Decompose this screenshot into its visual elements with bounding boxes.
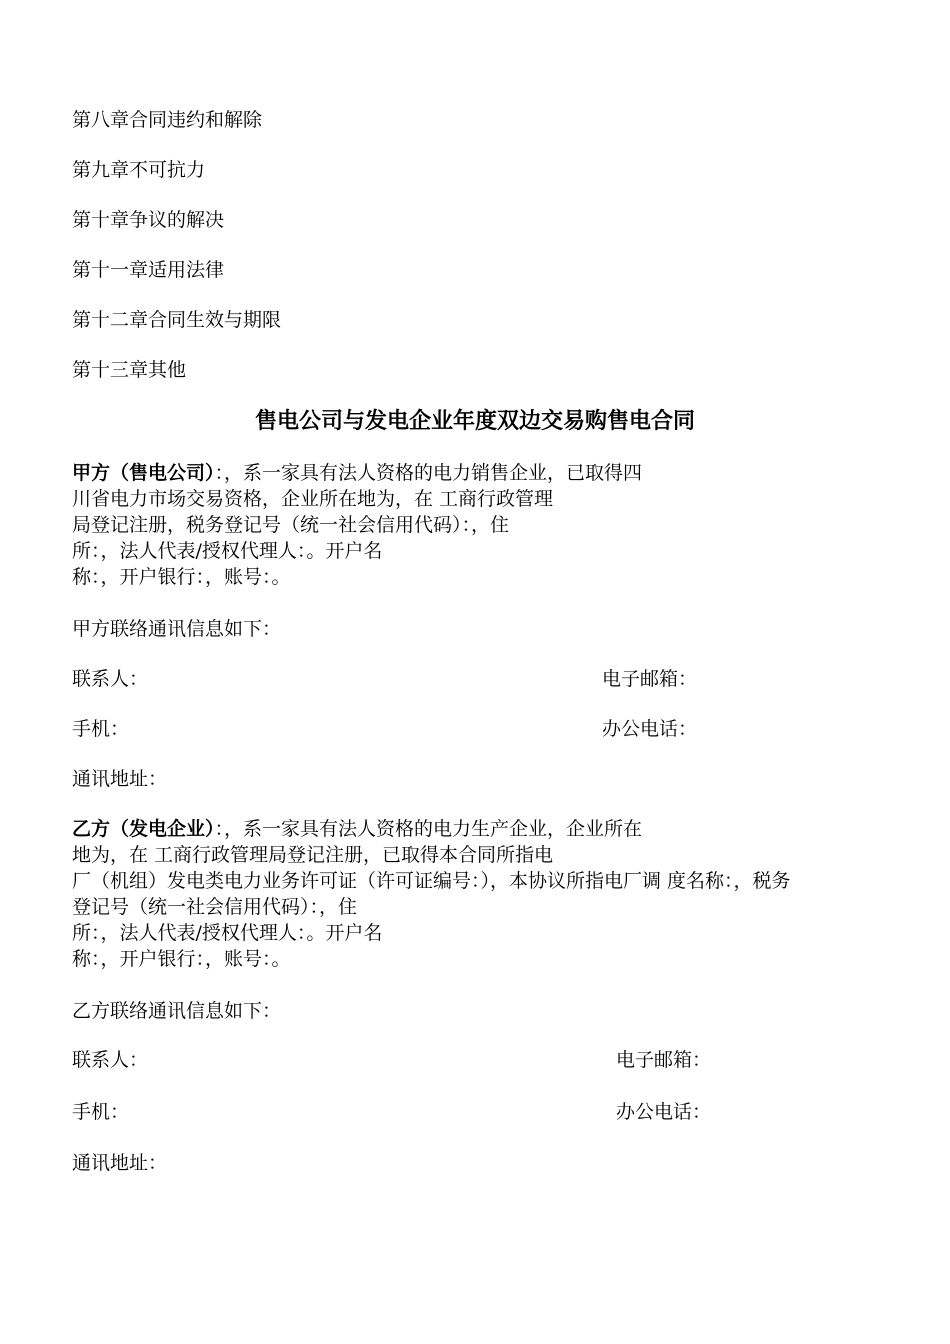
party-a-mobile: 手机：	[72, 718, 130, 740]
party-b-line-1: 乙方（发电企业）：，系一家具有法人资格的电力生产企业，企业所在	[72, 818, 643, 840]
party-b-office-phone: 办公电话：	[616, 1101, 712, 1123]
toc-item-chapter-8: 第八章合同违约和解除	[72, 109, 263, 131]
party-a-address: 通讯地址：	[72, 768, 168, 790]
party-a-contact-heading: 甲方联络通讯信息如下：	[72, 618, 282, 640]
party-b-line-6: 称：，开户银行：，账号：。	[72, 948, 291, 970]
party-b-contact-person: 联系人：	[72, 1049, 149, 1071]
party-b-line-5: 所：，法人代表/授权代理人：。开户名	[72, 922, 383, 944]
party-b-line-3: 厂（机组）发电类电力业务许可证（许可证编号：），本协议所指电厂调 度名称：，税务	[72, 870, 791, 892]
toc-item-chapter-10: 第十章争议的解决	[72, 209, 225, 231]
party-a-line-1: 甲方（售电公司）：，系一家具有法人资格的电力销售企业，已取得四	[72, 462, 643, 484]
party-a-line-2: 川省电力市场交易资格，企业所在地为，在 工商行政管理	[72, 488, 554, 510]
toc-item-chapter-13: 第十三章其他	[72, 359, 187, 381]
party-a-label: 甲方（售电公司）	[72, 462, 215, 484]
party-a-paragraph	[72, 460, 642, 590]
party-a-email: 电子邮箱：	[602, 668, 698, 690]
party-a-contact-person: 联系人：	[72, 668, 149, 690]
party-a-line-3: 局登记注册，税务登记号（统一社会信用代码）：，住	[72, 514, 510, 536]
party-a-line-5: 称：，开户银行：，账号：。	[72, 566, 291, 588]
party-b-email: 电子邮箱：	[616, 1049, 712, 1071]
party-b-address: 通讯地址：	[72, 1152, 168, 1174]
party-b-paragraph	[72, 816, 791, 972]
party-b-line-4: 登记号（统一社会信用代码）：，住	[72, 896, 358, 918]
party-a-office-phone: 办公电话：	[602, 718, 698, 740]
party-b-mobile: 手机：	[72, 1101, 130, 1123]
party-b-line-2: 地为，在 工商行政管理局登记注册，已取得本合同所指电	[72, 844, 554, 866]
party-b-contact-heading: 乙方联络通讯信息如下：	[72, 1000, 282, 1022]
party-a-line-4: 所：，法人代表/授权代理人：。开户名	[72, 540, 383, 562]
toc-item-chapter-9: 第九章不可抗力	[72, 159, 206, 181]
toc-item-chapter-11: 第十一章适用法律	[72, 259, 225, 281]
party-b-label: 乙方（发电企业）	[72, 818, 215, 840]
toc-item-chapter-12: 第十二章合同生效与期限	[72, 309, 282, 331]
contract-title: 售电公司与发电企业年度双边交易购售电合同	[254, 408, 695, 434]
